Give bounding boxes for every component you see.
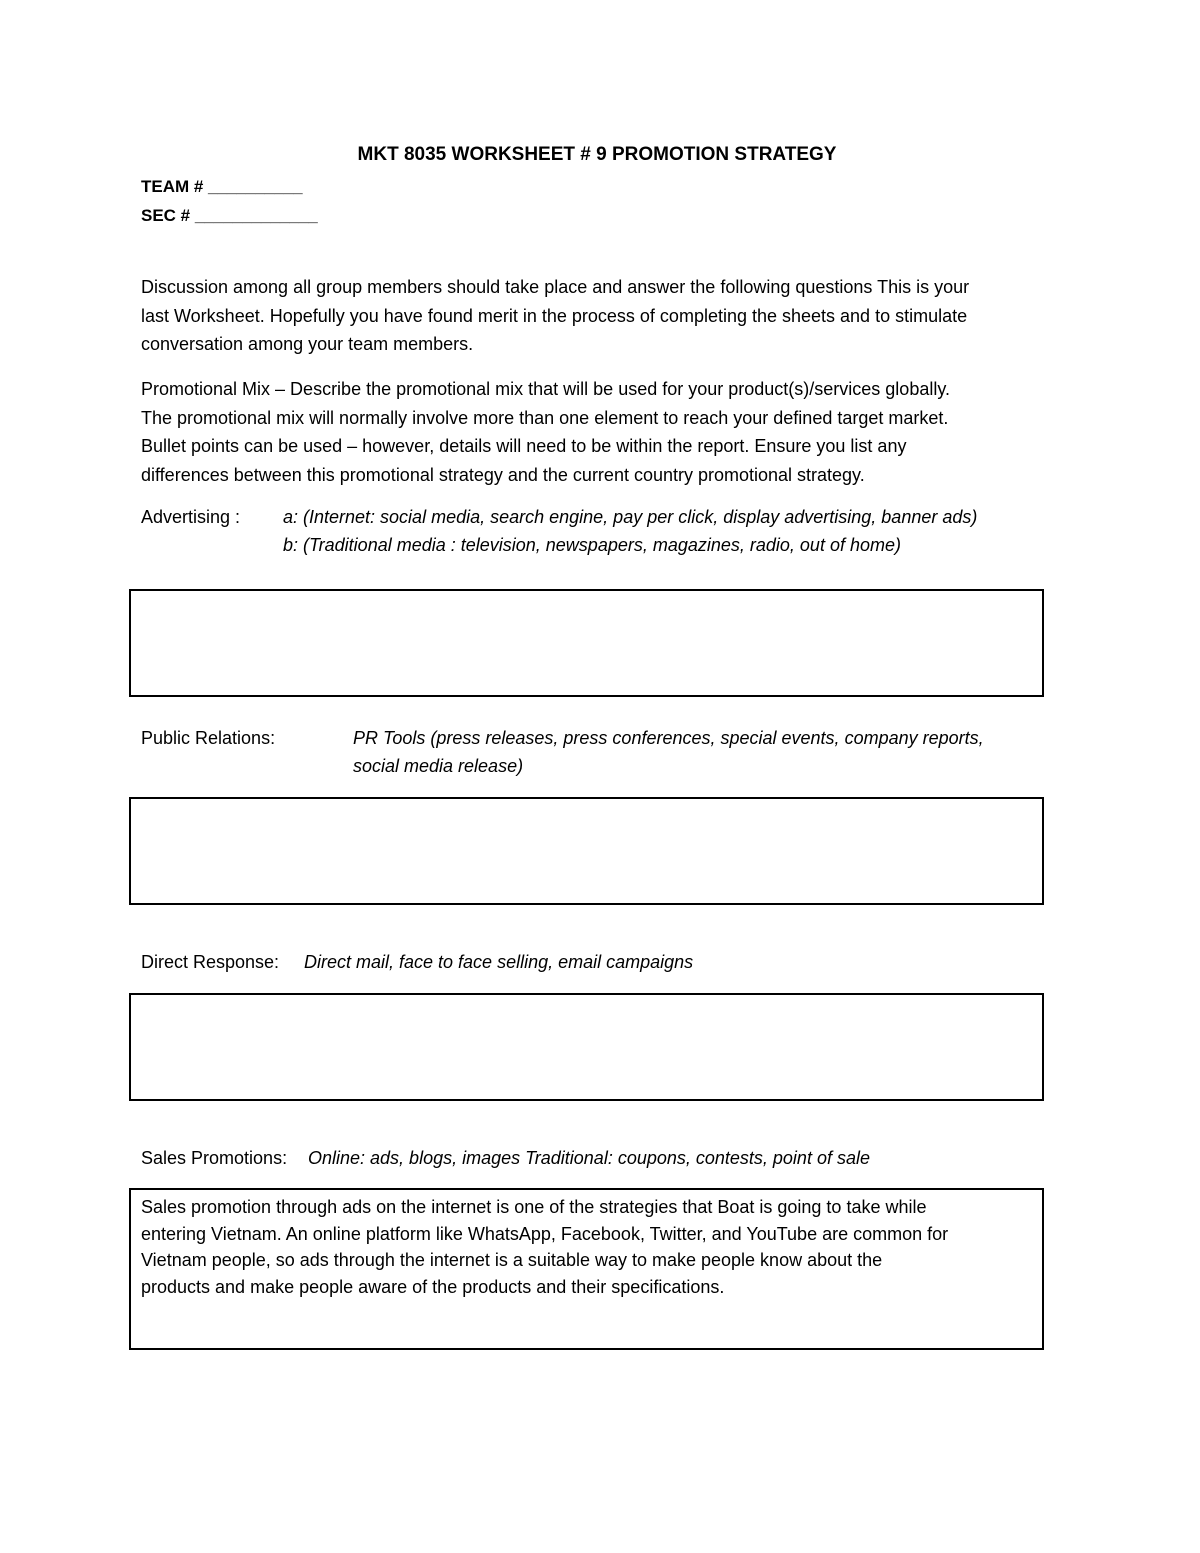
answer-line: entering Vietnam. An online platform like WhatsApp, Facebook, Twitter, and YouTube are common for xyxy=(141,1223,949,1244)
sales-promotions-answer-box[interactable] xyxy=(129,1188,1044,1350)
promo-mix-line: The promotional mix will normally involve more than one element to reach your defined target market. xyxy=(141,407,949,428)
public-relations-hint-2: social media release) xyxy=(353,756,524,776)
sales-promotions-label: Sales Promotions: xyxy=(141,1148,288,1168)
advertising-answer-box[interactable] xyxy=(129,589,1044,697)
direct-response-answer-box[interactable] xyxy=(129,993,1044,1101)
intro-line: Discussion among all group members should take place and answer the following questions This is your xyxy=(141,277,970,297)
promotional-mix-paragraph xyxy=(141,375,1071,489)
advertising-hint-b: b: (Traditional media : television, newspapers, magazines, radio, out of home) xyxy=(283,535,901,555)
advertising-label: Advertising : xyxy=(141,507,241,527)
answer-line: Sales promotion through ads on the internet is one of the strategies that Boat is going to take while xyxy=(141,1197,927,1217)
intro-paragraph xyxy=(141,273,1071,359)
section-number-field[interactable]: SEC # _____________ xyxy=(141,206,318,225)
answer-line: products and make people aware of the products and their specifications. xyxy=(141,1276,725,1297)
public-relations-answer-box[interactable] xyxy=(129,797,1044,905)
promo-mix-line: Bullet points can be used – however, details will need to be within the report. Ensure you list any xyxy=(141,436,907,456)
public-relations-hint-1: PR Tools (press releases, press conferences, special events, company reports, xyxy=(353,728,984,748)
advertising-hint-a: a: (Internet: social media, search engine, pay per click, display advertising, banner ads) xyxy=(283,507,978,527)
intro-line: conversation among your team members. xyxy=(141,334,474,354)
team-number-field[interactable]: TEAM # __________ xyxy=(141,177,303,196)
sales-promotions-hint: Online: ads, blogs, images Traditional: coupons, contests, point of sale xyxy=(308,1148,870,1168)
intro-line: last Worksheet. Hopefully you have found merit in the process of completing the sheets and to stimulate xyxy=(141,305,968,326)
sales-promotions-answer-text xyxy=(141,1194,948,1300)
direct-response-label: Direct Response: xyxy=(141,952,280,972)
direct-response-hint: Direct mail, face to face selling, email campaigns xyxy=(304,952,694,972)
worksheet-title: MKT 8035 WORKSHEET # 9 PROMOTION STRATEGY xyxy=(357,144,837,165)
promo-mix-line: differences between this promotional strategy and the current country promotional strategy. xyxy=(141,464,865,485)
public-relations-label: Public Relations: xyxy=(141,728,276,748)
answer-line: Vietnam people, so ads through the internet is a suitable way to make people know about the xyxy=(141,1250,883,1270)
promo-mix-line: Promotional Mix – Describe the promotional mix that will be used for your product(s)/services globally. xyxy=(141,379,950,399)
